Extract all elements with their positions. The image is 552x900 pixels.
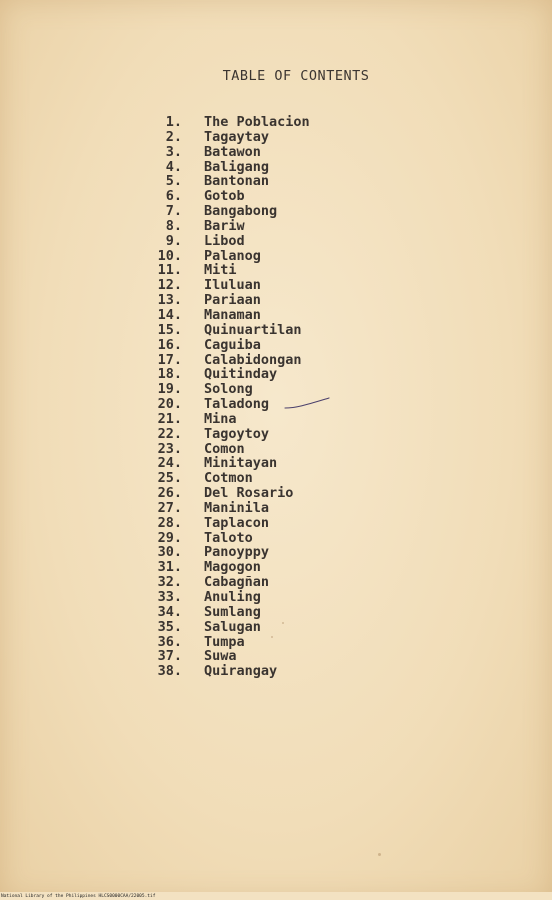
toc-entry (140, 249, 460, 264)
toc-entry (140, 605, 460, 620)
toc-entry-name: Bariw (204, 217, 245, 234)
toc-entry-name: Taloto (204, 529, 253, 546)
toc-entry (140, 204, 460, 219)
toc-entry (140, 649, 460, 664)
toc-entry-name: Cotmon (204, 470, 253, 487)
toc-entry-number: 5. (165, 173, 182, 190)
toc-entry-name: Sumlang (204, 603, 261, 620)
toc-entry-name: Quirangay (204, 663, 278, 680)
toc-entry-name: Quinuartilan (204, 321, 302, 338)
toc-entry (140, 664, 460, 679)
toc-entry-number: 9. (165, 232, 182, 249)
toc-entry-name: Libod (204, 232, 245, 249)
pencil-mark (283, 396, 333, 414)
toc-entry-name: Tumpa (204, 633, 245, 650)
toc-entry-name: Taplacon (204, 514, 270, 531)
toc-entry-number: 1. (165, 114, 182, 130)
toc-entry (140, 323, 460, 338)
toc-entry (140, 234, 460, 249)
toc-entry-number: 25. (157, 470, 182, 487)
toc-entry (140, 115, 460, 130)
toc-entry-name: Magogon (204, 559, 261, 576)
toc-entry-number: 35. (157, 618, 182, 635)
toc-entry-name: Pariaan (204, 292, 261, 309)
paper-speck (282, 622, 284, 624)
toc-entry-name: Iluluan (204, 277, 261, 294)
toc-entry-number: 33. (157, 589, 182, 605)
toc-entry-name: Baligang (204, 158, 270, 175)
toc-entry-number: 28. (157, 514, 182, 531)
toc-entry-name: Calabidongan (204, 351, 302, 368)
toc-entry-number: 36. (157, 633, 182, 650)
toc-entry (140, 263, 460, 278)
toc-entry-name: Tagaytay (204, 128, 270, 145)
toc-entry (140, 219, 460, 234)
toc-entry (140, 353, 460, 368)
toc-entry (140, 367, 460, 382)
toc-entry (140, 456, 460, 471)
toc-entry (140, 412, 460, 427)
toc-entry (140, 338, 460, 353)
toc-entry-number: 21. (157, 410, 182, 427)
toc-entry (140, 278, 460, 293)
toc-entry-number: 26. (157, 485, 182, 502)
toc-entry-number: 11. (157, 262, 182, 279)
toc-entry-name: Suwa (204, 648, 237, 665)
toc-entry-number: 12. (157, 277, 182, 294)
toc-entry-number: 24. (157, 455, 182, 472)
toc-entry-name: Manaman (204, 306, 261, 323)
toc-entry-number: 15. (157, 321, 182, 338)
toc-entry-name: Comon (204, 440, 245, 457)
toc-entry-number: 16. (157, 336, 182, 353)
toc-entry (140, 442, 460, 457)
toc-entry (140, 501, 460, 516)
toc-entry-name: Batawon (204, 143, 261, 160)
toc-entry-name: Salugan (204, 618, 261, 635)
toc-entry-number: 6. (165, 188, 182, 205)
toc-entry (140, 545, 460, 560)
toc-entry (140, 160, 460, 175)
toc-entry-number: 18. (157, 366, 182, 383)
toc-entry (140, 293, 460, 308)
toc-entry-number: 27. (157, 499, 182, 516)
toc-entry-number: 2. (165, 128, 182, 145)
toc-entry-number: 7. (165, 203, 182, 220)
toc-entry-name: Taladong (204, 396, 270, 413)
toc-entry-number: 8. (165, 217, 182, 234)
toc-entry (140, 382, 460, 397)
toc-entry (140, 308, 460, 323)
toc-entry-name: Tagoytoy (204, 425, 270, 442)
toc-entry-name: Bangabong (204, 203, 278, 220)
toc-entry (140, 575, 460, 590)
toc-entry (140, 174, 460, 189)
toc-entry (140, 620, 460, 635)
toc-entry-number: 20. (157, 396, 182, 413)
toc-entry (140, 130, 460, 145)
toc-entry-name: Anuling (204, 589, 261, 605)
toc-entry-name: The Poblacion (204, 114, 310, 130)
toc-entry (140, 531, 460, 546)
toc-entry-name: Mina (204, 410, 237, 427)
toc-entry-number: 38. (157, 663, 182, 680)
toc-entry-name: Caguiba (204, 336, 261, 353)
toc-entry (140, 486, 460, 501)
toc-entry (140, 471, 460, 486)
page-title: TABLE OF CONTENTS (222, 68, 370, 84)
toc-entry (140, 635, 460, 650)
paper-speck (378, 853, 381, 856)
toc-entry-name: Cabagñan (204, 574, 270, 591)
toc-entry (140, 516, 460, 531)
toc-entry-number: 22. (157, 425, 182, 442)
toc-entry-number: 34. (157, 603, 182, 620)
toc-entry-name: Panoyppy (204, 544, 270, 561)
toc-entry-number: 14. (157, 306, 182, 323)
toc-entry-name: Minitayan (204, 455, 278, 472)
toc-entry-name: Solong (204, 381, 253, 398)
toc-entry-number: 19. (157, 381, 182, 398)
toc-entry-number: 3. (165, 143, 182, 160)
toc-entry-name: Gotob (204, 188, 245, 205)
toc-entry-number: 31. (157, 559, 182, 576)
toc-entry (140, 590, 460, 605)
toc-entry (140, 427, 460, 442)
toc-entry (140, 189, 460, 204)
toc-entry-number: 10. (157, 247, 182, 264)
toc-entry (140, 145, 460, 160)
paper-speck (271, 636, 273, 638)
archive-footer: National Library of the Philippines HLCS0000CAA/22005.tif (1, 894, 156, 899)
toc-entry-name: Del Rosario (204, 485, 294, 502)
toc-entry-number: 17. (157, 351, 182, 368)
toc-entry-number: 32. (157, 574, 182, 591)
toc-entry-number: 29. (157, 529, 182, 546)
toc-entry-name: Bantonan (204, 173, 270, 190)
toc-entry-number: 37. (157, 648, 182, 665)
toc-entry-name: Maninila (204, 499, 270, 516)
toc-entry-number: 23. (157, 440, 182, 457)
toc-entry-name: Palanog (204, 247, 261, 264)
toc-entry-number: 30. (157, 544, 182, 561)
toc-entry-number: 13. (157, 292, 182, 309)
toc-entry-number: 4. (165, 158, 182, 175)
toc-entry (140, 560, 460, 575)
toc-entry-name: Quitinday (204, 366, 278, 383)
toc-entry-name: Miti (204, 262, 237, 279)
